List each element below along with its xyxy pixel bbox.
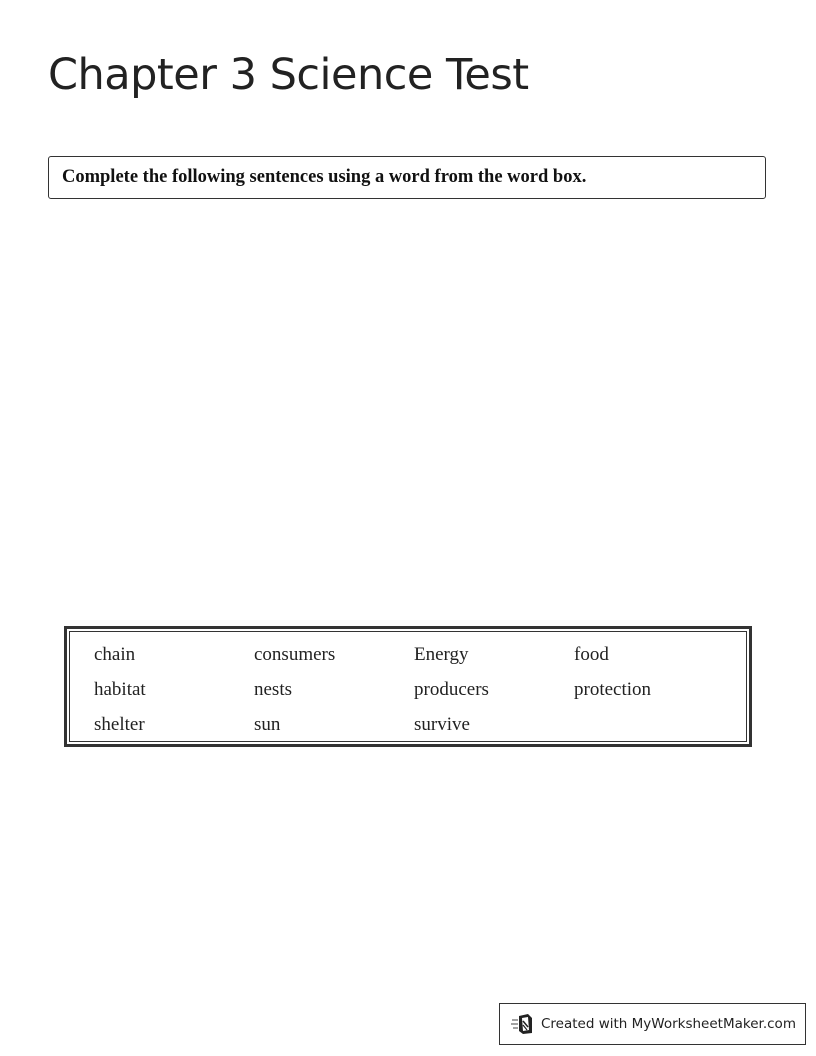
- word-item: habitat: [94, 679, 146, 700]
- instructions-box: [48, 156, 766, 199]
- word-item: consumers: [254, 644, 336, 665]
- word-item: protection: [574, 679, 652, 700]
- worksheet-maker-logo-icon: [511, 1013, 535, 1035]
- instructions-text: Complete the following sentences using a word from the word box.: [62, 167, 587, 187]
- footer-text: Created with MyWorksheetMaker.com: [541, 1016, 796, 1032]
- word-item: nests: [254, 679, 292, 700]
- word-item: shelter: [94, 714, 145, 735]
- word-box-inner: [69, 631, 747, 742]
- page-title: Chapter 3 Science Test: [48, 50, 529, 100]
- word-item: chain: [94, 644, 136, 665]
- word-item: survive: [414, 714, 470, 735]
- word-item: sun: [254, 714, 281, 735]
- word-box: [64, 626, 752, 747]
- word-item: producers: [414, 679, 489, 700]
- word-item: Energy: [414, 644, 469, 665]
- footer-credit: [499, 1003, 806, 1045]
- word-item: food: [574, 644, 609, 665]
